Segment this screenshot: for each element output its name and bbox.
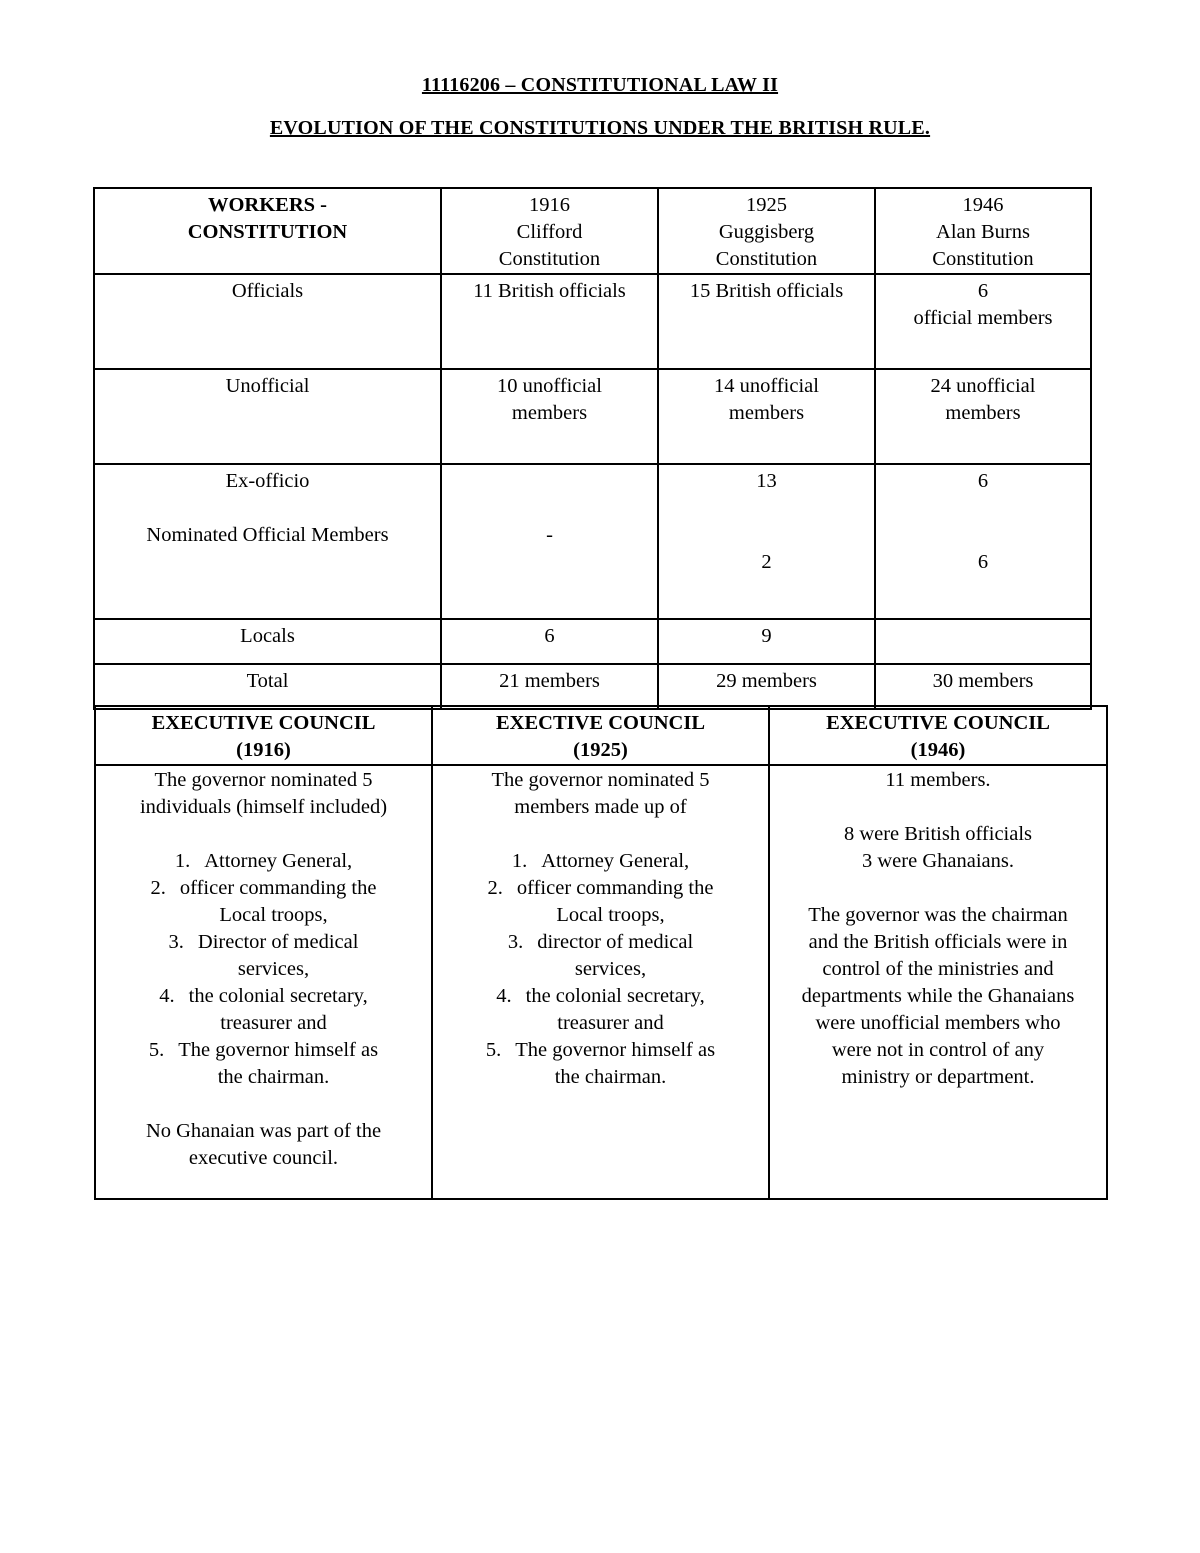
item-text: treasurer and [557,1012,664,1034]
ghanaians-count: 3 were Ghanaians. [862,850,1014,872]
header-1916 [441,188,658,274]
item-number: 3. [168,931,184,953]
cell-1916: 21 members [441,664,658,709]
paragraph-line: The governor was the chairman [808,904,1068,926]
item-text: officer commanding the [179,877,377,899]
item-text: The governor himself as [515,1039,716,1061]
item-text: Local troops, [219,904,328,926]
table-header-row [94,188,1091,274]
item-text: the colonial secretary, [525,985,705,1007]
cell-value: 6 [977,551,989,573]
row-label: Locals [94,619,441,664]
item-number: 2. [487,877,503,899]
cell-value: 14 unofficial [714,375,819,397]
document-title: EVOLUTION OF THE CONSTITUTIONS UNDER THE BRITISH RULE. [269,117,931,139]
cell-1946 [875,369,1091,464]
cell-1946 [875,619,1091,664]
workers-constitution-header [94,188,441,274]
item-number: 1. [511,850,528,872]
executive-cell-1916 [95,765,432,1199]
row-label: Total [94,664,441,709]
cell-value: members [945,402,1021,424]
item-number: 5. [148,1039,165,1061]
member-list [437,848,764,1091]
item-text: director of medical [537,931,694,953]
item-text: Local troops, [556,904,665,926]
header-name: Constitution [498,248,601,270]
cell-1925: 15 British officials [658,274,875,369]
executive-cell-1925 [432,765,769,1199]
note-text: No Ghanaian was part of the [145,1120,382,1142]
cell-1946: 30 members [875,664,1091,709]
item-number: 1. [174,850,191,872]
table-row-exofficio [94,464,1091,619]
header-name: Alan Burns [936,221,1030,243]
item-text: Attorney General, [541,850,690,872]
paragraph-line: control of the ministries and [822,958,1054,980]
executive-header-1946 [769,706,1107,765]
item-number: 4. [159,985,175,1007]
item-number: 5. [485,1039,502,1061]
item-text: Director of medical [197,931,359,953]
cell-value: members [511,402,588,424]
note-text: executive council. [188,1147,339,1169]
list-item [437,929,764,983]
cell-value: 2 [761,551,772,573]
table-row-locals [94,619,1091,664]
executive-header-1925 [432,706,769,765]
cell-1916: 6 [441,619,658,664]
table-row-total [94,664,1091,709]
item-text: the chairman. [554,1066,667,1088]
list-item [100,929,427,983]
header-year: 1946 [962,194,1004,216]
header-year: 1925 [746,194,787,216]
course-title: 11116206 – CONSTITUTIONAL LAW II [421,74,779,96]
header-label-line2: CONSTITUTION [187,221,348,243]
cell-1916 [441,464,658,619]
paragraph-line: ministry or department. [841,1066,1035,1088]
british-officials-count: 8 were British officials [843,823,1033,845]
executive-body-row [95,765,1107,1199]
paragraph-line: were not in control of any [831,1039,1045,1061]
cell-1916 [441,369,658,464]
item-number: 3. [507,931,524,953]
cell-1925: 9 [658,619,875,664]
header-year: 1916 [529,194,570,216]
item-text: Attorney General, [204,850,353,872]
item-number: 2. [150,877,166,899]
members-count: 11 members. [885,769,991,791]
paragraph-line: were unofficial members who [815,1012,1061,1034]
list-item [100,848,427,875]
paragraph-line: departments while the Ghanaians [801,985,1075,1007]
list-item [437,875,764,929]
header-label-line1: WORKERS - [207,194,328,216]
list-item [100,983,427,1037]
cell-value: 24 unofficial [930,375,1036,397]
row-label: Unofficial [94,369,441,464]
paragraph-line: and the British officials were in [808,931,1068,953]
list-item [437,983,764,1037]
list-item [437,1037,764,1091]
cell-value: 13 [756,470,777,492]
item-text: officer commanding the [516,877,714,899]
list-item [100,1037,427,1091]
item-text: the chairman. [217,1066,330,1088]
header-1925 [658,188,875,274]
header-line: (1925) [573,739,628,761]
item-number: 4. [496,985,512,1007]
item-text: The governor himself as [178,1039,379,1061]
nominated-official-label: Nominated Official Members [146,524,389,546]
table-row-officials [94,274,1091,369]
row-label: Officials [94,274,441,369]
header-line: EXECUTIVE COUNCIL [826,712,1050,734]
executive-council-table [94,705,1108,1200]
intro-text: individuals (himself included) [139,796,388,818]
header-line: EXECTIVE COUNCIL [495,712,706,734]
table-row-unofficial [94,369,1091,464]
item-text: services, [574,958,647,980]
header-line: (1916) [236,739,291,761]
cell-1916: 11 British officials [441,274,658,369]
cell-1946 [875,464,1091,619]
item-text: the colonial secretary, [188,985,368,1007]
executive-header-row [95,706,1107,765]
cell-1925 [658,369,875,464]
legislative-council-table [93,187,1092,710]
row-label [94,464,441,619]
cell-value: 6 [977,280,989,302]
member-list [100,848,427,1091]
header-line: (1946) [910,739,966,761]
header-name: Guggisberg [718,221,815,243]
header-line: EXECUTIVE COUNCIL [151,712,376,734]
cell-value: members [728,402,805,424]
intro-text: members made up of [514,796,687,818]
exofficio-label: Ex-officio [225,470,310,492]
intro-text: The governor nominated 5 [491,769,710,791]
cell-value: - [546,524,553,546]
list-item [100,875,427,929]
header-name: Constitution [715,248,818,270]
intro-text: The governor nominated 5 [154,769,373,791]
list-item [437,848,764,875]
header-1946 [875,188,1091,274]
item-text: services, [237,958,310,980]
executive-cell-1946 [769,765,1107,1199]
cell-1946 [875,274,1091,369]
header-name: Clifford [516,221,583,243]
cell-value: 10 unofficial [497,375,602,397]
header-name: Constitution [932,248,1034,270]
cell-value: 6 [977,470,989,492]
cell-1925: 29 members [658,664,875,709]
executive-header-1916 [95,706,432,765]
item-text: treasurer and [220,1012,327,1034]
cell-1925 [658,464,875,619]
cell-value: official members [913,307,1053,329]
